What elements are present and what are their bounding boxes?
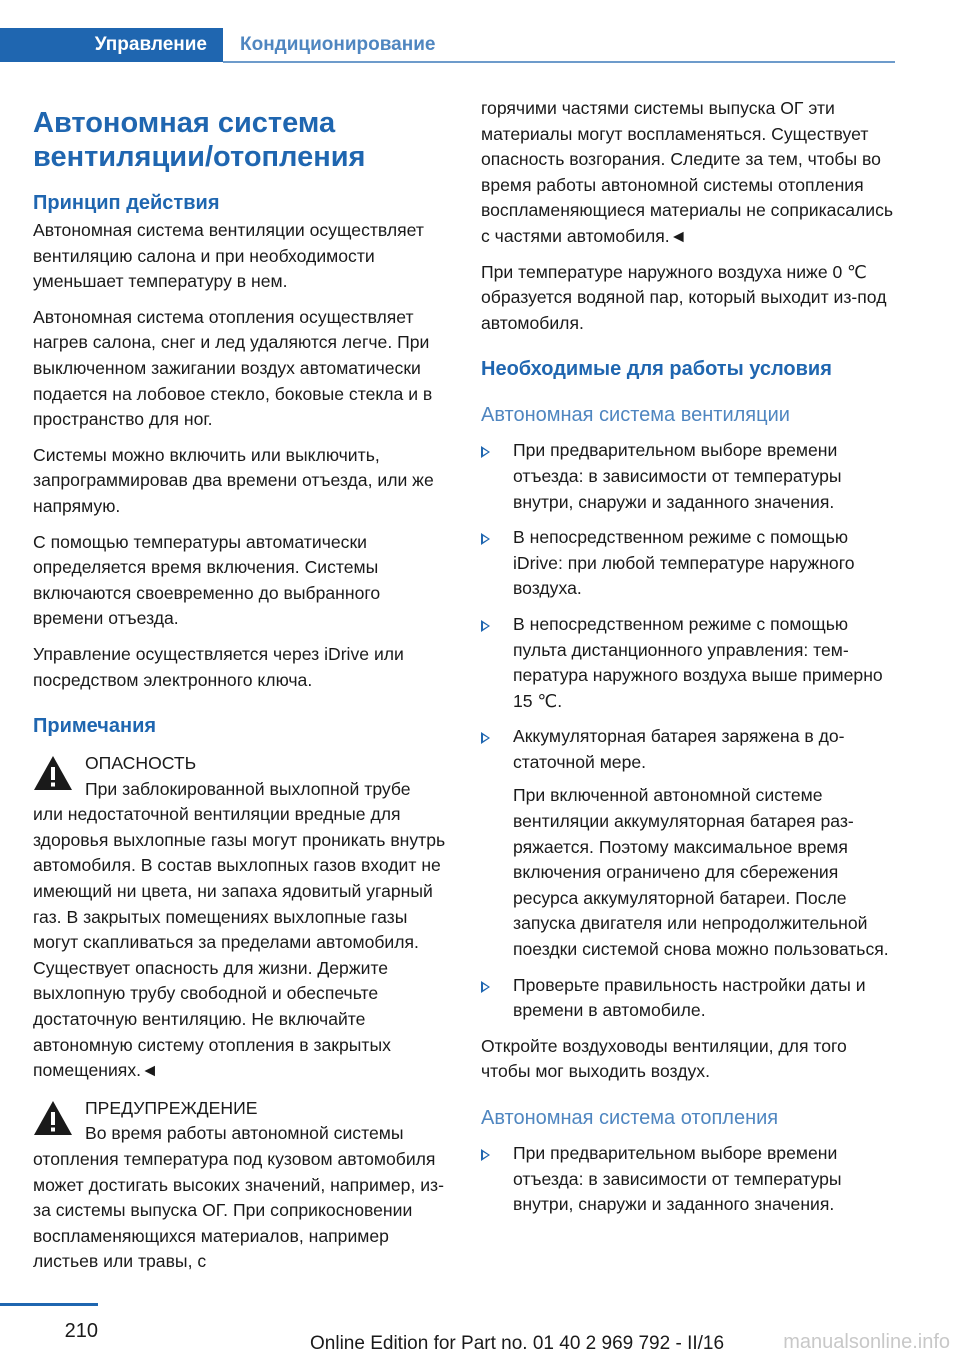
danger-label: ОПАСНОСТЬ bbox=[85, 753, 197, 774]
notes-heading: Примечания bbox=[33, 715, 157, 738]
footer-divider bbox=[0, 1303, 98, 1306]
list-item-text: Аккумуляторная батарея заряжена в достаточной мере. bbox=[513, 726, 845, 772]
vents-note: Откройте воздуховоды вентиляции, для того чтобы мог выходить воздух. bbox=[481, 1035, 847, 1082]
header-divider bbox=[223, 61, 895, 63]
list-item-text: В непосредственном режиме с помощью пульта дистанционного управления: температура наружного воздуха выше примерно 15 ℃. bbox=[513, 613, 883, 711]
warning-triangle-icon bbox=[33, 755, 73, 791]
paragraph: Автономная система отопления осуществляет нагрев салона, снег и лед удаляются легче. При выключенном зажигании воздух автоматически подается на лобовое стекло, боковые стекла и в пространство для ног. bbox=[33, 306, 433, 430]
list-item bbox=[481, 724, 899, 962]
list-item-text: При предварительном выборе времени отъезда: в зависимости от температуры внутри, снаружи и заданного значения. bbox=[513, 440, 842, 512]
page-number: 210 bbox=[64, 1320, 98, 1342]
header-tab-section bbox=[240, 28, 435, 62]
list-item-text: Проверьте правильность настройки даты и времени в автомобиле. bbox=[513, 974, 866, 1021]
warning-text bbox=[33, 1121, 449, 1275]
list-item-text: В непосредственном режиме с помощью iDrive: при любой температуре наружного воздуха. bbox=[513, 527, 855, 599]
principle-heading: Принцип действия bbox=[33, 192, 220, 214]
right-column bbox=[481, 96, 899, 1228]
header-tab-active-label: Управление bbox=[94, 34, 207, 55]
danger-lead: При заблокированной выхлопной трубе bbox=[85, 778, 411, 799]
header-tab-section-label: Кондиционирование bbox=[240, 34, 436, 55]
warning-label: ПРЕДУПРЕЖДЕНИЕ bbox=[85, 1097, 258, 1118]
heating-list bbox=[481, 1141, 899, 1218]
warning-notice bbox=[33, 1096, 449, 1275]
watermark: manualsonline.info bbox=[783, 1331, 950, 1353]
danger-text bbox=[33, 777, 449, 1084]
list-item bbox=[481, 438, 899, 515]
page-title: Автономная система вентиляции/отопления bbox=[33, 107, 366, 173]
header-tab-active bbox=[0, 28, 223, 62]
list-item bbox=[481, 973, 899, 1024]
ventilation-list bbox=[481, 438, 899, 1023]
list-item bbox=[481, 1141, 899, 1218]
warning-lead: Во время работы автономной системы bbox=[85, 1123, 404, 1144]
warning-continuation: горячими частями системы выпуска ОГ эти материалы могут воспламеняться. Существует опасность возгорания. Следите за тем, чтобы во время работы автономной системы отопления воспламеняющиеся материалы не соприкасались с частями автомобиля.◄ bbox=[481, 98, 894, 246]
paragraph: Управление осуществляется через iDrive или посредством электронного ключа. bbox=[33, 643, 404, 690]
list-item-text: При предварительном выборе времени отъезда: в зависимости от температуры внутри, снаружи и заданного значения. bbox=[513, 1143, 842, 1215]
list-item bbox=[481, 612, 899, 714]
bullet-arrow-icon bbox=[481, 620, 490, 632]
bullet-arrow-icon bbox=[481, 732, 490, 744]
danger-notice bbox=[33, 751, 449, 1084]
paragraph: Автономная система вентиляции осуществляет вентиляцию салона и при необходимости уменьшает температуру в нем. bbox=[33, 220, 424, 292]
conditions-heading: Необходимые для работы условия bbox=[481, 358, 832, 381]
danger-body: или недостаточной вентиляции вредные для здоровья выхлопные газы могут проникать внутрь автомобиля. В состав выхлопных газов входит не имеющий ни цвета, ни запаха ядовитый угарный газ. В закрытых помещениях выхлопные газы могут скапливаться за пределами автомобиля. Существует опасность для жизни. Держите выхлопную трубу свободной и обеспечьте достаточную вентиляцию. Не включайте автономную систему отопления в закрытых помещениях.◄ bbox=[33, 804, 446, 1081]
bullet-arrow-icon bbox=[481, 446, 490, 458]
paragraph: С помощью температуры автоматически определяется время включения. Системы включаются своевременно до выбранного времени отъезда. bbox=[33, 531, 381, 629]
ventilation-heading: Автономная система вентиляции bbox=[481, 404, 790, 427]
warning-body: отопления температура под кузовом автомобиля может достигать высоких значений, например, из-за системы выпуска ОГ. При соприкосновении воспламеняющихся материалов, например листьев или травы, с bbox=[33, 1149, 444, 1272]
warning-triangle-icon bbox=[33, 1100, 73, 1136]
bullet-arrow-icon bbox=[481, 981, 490, 993]
left-column bbox=[33, 100, 449, 1287]
paragraph: Системы можно включить или выключить, запрограммировав два времени отъезда, или же напрямую. bbox=[33, 444, 434, 516]
list-item bbox=[481, 525, 899, 602]
steam-note: При температуре наружного воздуха ниже 0 ℃ образуется водяной пар, который выходит из-под автомобиля. bbox=[481, 261, 887, 333]
list-item-extra: При включенной автономной системе вентиляции аккумуляторная батарея разряжается. Поэтому максимальное время включения ограничено для сбережения ресурса аккумуляторной батареи. После запуска двигателя или непродолжительной поездки системой снова можно пользоваться. bbox=[513, 785, 889, 960]
heating-heading: Автономная система отопления bbox=[481, 1107, 779, 1129]
bullet-arrow-icon bbox=[481, 533, 490, 545]
edition-note: Online Edition for Part no. 01 40 2 969 792 - II/16 bbox=[310, 1333, 725, 1354]
bullet-arrow-icon bbox=[481, 1149, 490, 1161]
